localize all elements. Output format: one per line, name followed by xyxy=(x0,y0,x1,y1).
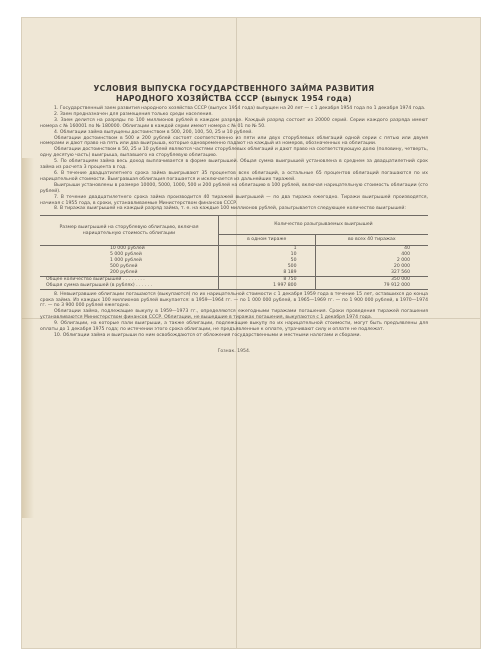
table-row: 5 000 рублей 10 400 xyxy=(40,252,428,258)
condition-paragraph: 3. Заем делится на разряды по 100 миллионов рублей в каждом разряде. Каждый разряд состоит из 20000 серий. Серии каждого разряда имеют номера с № 160001 по № 180000. Облигации в каждой серии имеют номера с № 01 по № 50. xyxy=(40,117,428,129)
conditions-paragraphs-a xyxy=(40,106,428,212)
table-header-one-draw: в одном тираже xyxy=(218,235,315,246)
condition-paragraph: 7. В течение двадцатилетнего срока займа производится 40 тиражей выигрышей — по два тиража ежегодно. Тиражи выигрышей производятся, начиная с 1955 года, в сроки, устанавливаемые Министерством финансов СССР. xyxy=(40,194,428,206)
condition-paragraph: Облигации достоинством в 500 и 200 рублей состоят соответственно из пяти или двух сторублевых облигаций одной серии с пятью или двумя номерами и дают право на пять или два выигрыша, которые одновременно падают на каждый из номеров, обозначенных на облигации. xyxy=(40,135,428,147)
condition-paragraph: 9. Облигации, на которые пали выигрыши, а также облигации, подлежащие выкупу по их нарицательной стоимости, могут быть предъявлены для оплаты до 1 декабря 1975 года; по истечении этого срока облигации, не предъявленные к оплате, утрачивают силу и оплате не подлежат. xyxy=(40,321,428,333)
conditions-paragraphs-b xyxy=(40,292,428,339)
condition-paragraph: Облигации займа, подлежащие выкупу в 1959—1973 гг., определяются ежегодными тиражами погашения. Сроки проведения тиражей погашения устанавливаются Министерством финансов СССР. Облигации, не вышедшие в тиражах погашения, выкупаются с 1 декабря 1974 года. xyxy=(40,309,428,321)
condition-paragraph: 8. В тиражах выигрышей на каждый разряд займа, т. е. на каждые 100 миллионов рублей, разыгрывается следующее количество выигрышей: xyxy=(54,206,406,212)
table-header-all-draws: во всех 40 тиражах xyxy=(315,235,428,246)
condition-paragraph: 6. В течение двадцатилетнего срока займа выигрывают 35 процентов всех облигаций, а остальные 65 процентов облигаций погашаются по их нарицательной стоимости. Выигравшая облигация погашается и исключается из дальнейших тиражей. xyxy=(40,170,428,182)
table-row: 1 000 рублей 50 2 000 xyxy=(40,258,428,264)
condition-paragraph: 5. По облигациям займа весь доход выплачивается в форме выигрышей. Общая сумма выигрышей установлена в среднем за двадцатилетний срок займа из расчета 3 процента в год. xyxy=(40,159,428,171)
table-row: 200 рублей 8 189 327 560 xyxy=(40,270,428,276)
edge-stain xyxy=(22,158,34,518)
table-total-sum-row: Общая сумма выигрышей (в рублях) . . . . . . 1 997 800 79 912 000 xyxy=(40,283,428,289)
table-row: 10 000 рублей 1 40 xyxy=(40,246,428,252)
document-content xyxy=(40,84,428,354)
printer-footer: Гознак. 1954. xyxy=(217,348,251,354)
condition-paragraph: 4. Облигации займа выпущены достоинством в 500, 200, 100, 50, 25 и 10 рублей. xyxy=(54,129,253,135)
condition-paragraph: 8. Невыигравшие облигации погашаются (выкупаются) по их нарицательной стоимости с 1 декабря 1959 года в течение 15 лет, оставшихся до конца срока займа. Из каждых 100 миллионов рублей выкупается: в 1959—1964 гг. — по 1 000 000 рублей, в 1965—1969 гг. — по 1 900 000 рублей, в 1970—1974 гг. — по 3 900 000 рублей ежегодно. xyxy=(40,291,428,309)
document-title xyxy=(40,84,428,104)
table-total-count-row: Общее количество выигрышей . . . . . . . . 8 750 350 000 xyxy=(40,276,428,282)
winnings-table xyxy=(40,215,428,289)
table-header-count: Количество разыгрываемых выигрышей xyxy=(218,216,428,235)
table-row: 500 рублей 500 20 000 xyxy=(40,264,428,270)
table-header-size: Размер выигрышей на сторублевую облигацию, включая нарицательную стоимость облигации xyxy=(40,216,218,246)
title-line-2: НАРОДНОГО ХОЗЯЙСТВА СССР (выпуск 1954 года) xyxy=(116,94,352,103)
condition-paragraph: Выигрыши установлены в размере 10000, 5000, 1000, 500 и 200 рублей на облигацию в 100 рублей, включая нарицательную стоимость облигации (сто рублей). xyxy=(40,182,428,194)
condition-paragraph: Облигации достоинством в 50, 25 и 10 рублей являются частями сторублевых облигаций и дают право на соответствующую долю (половину, четверть, одну десятую часть) выигрыша, выпавшего на сторублевую облигацию. xyxy=(40,147,428,159)
condition-paragraph: 10. Облигации займа и выигрыши по ним освобождаются от обложения государственными и местными налогами и сборами. xyxy=(54,333,361,338)
condition-paragraph: 2. Заем предназначен для размещения только среди населения. xyxy=(54,111,213,117)
title-line-1: УСЛОВИЯ ВЫПУСКА ГОСУДАРСТВЕННОГО ЗАЙМА РАЗВИТИЯ xyxy=(93,84,375,93)
condition-paragraph: 1. Государственный заем развития народного хозяйства СССР (выпуск 1954 года) выпущен на 20 лет — с 1 декабря 1954 года по 1 декабря 1974 года. xyxy=(54,106,426,111)
